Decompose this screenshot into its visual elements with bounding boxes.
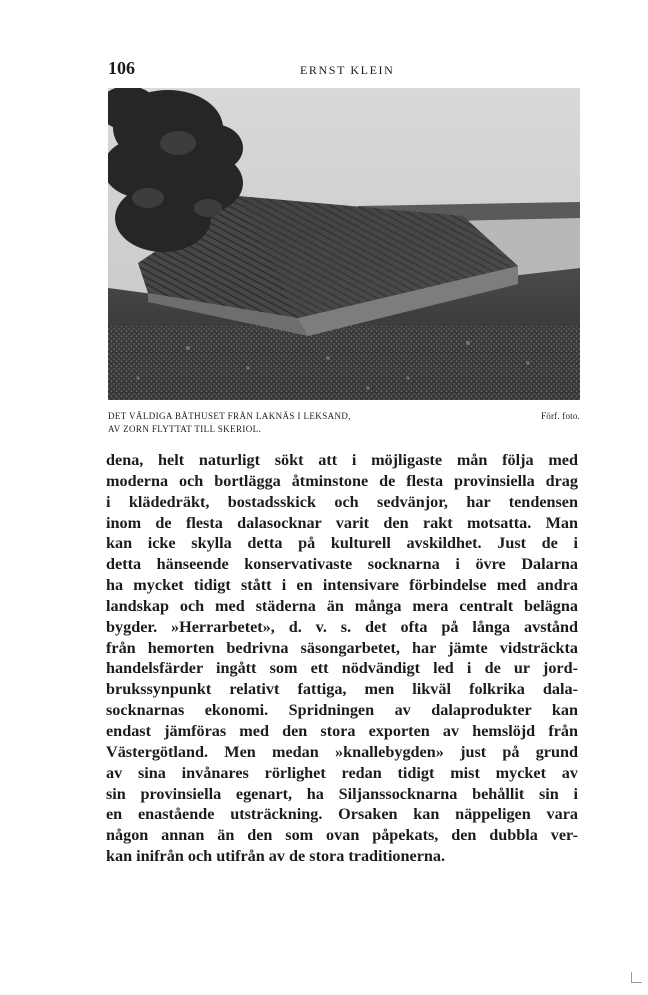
text-line: inom de flesta dalasocknar varit den rakt motsatta. Man xyxy=(106,513,578,532)
caption-line-2: AV ZORN FLYTTAT TILL SKERIOL. xyxy=(108,424,262,434)
text-line: moderna och bortlägga åtminstone de flesta provinsiella drag xyxy=(106,471,578,490)
text-line: bygder. »Herrarbetet», d. v. s. det ofta på långa avstånd xyxy=(106,617,578,636)
text-line: ha mycket tidigt stått i en intensivare förbindelse med andra xyxy=(106,576,578,595)
photo-credit: Förf. foto. xyxy=(541,411,580,421)
text-line: endast jämföras med den stora exporten av hemslöjd från xyxy=(106,721,578,740)
text-line: brukssynpunkt relativt fattiga, men likväl folkrika dala- xyxy=(106,680,578,699)
photo-illustration xyxy=(108,88,580,400)
body-text xyxy=(106,450,578,867)
photograph-boathouse xyxy=(108,88,580,400)
caption-line-1: DET VÄLDIGA BÅTHUSET FRÅN LAKNÄS I LEKSAND, xyxy=(108,411,351,421)
text-line: kan inifrån och utifrån av de stora traditionerna. xyxy=(106,847,446,866)
text-line: sin provinsiella egenart, ha Siljanssocknarna behållit sin i xyxy=(106,784,578,803)
text-line: detta hänseende konservativaste socknarna i övre Dalarna xyxy=(106,555,578,574)
text-line: landskap och med städerna än många mera centralt belägna xyxy=(106,596,578,615)
text-line: någon annan än den som ovan påpekats, den dubbla ver- xyxy=(106,826,578,845)
text-line: i klädedräkt, bostadsskick och sedvänjor, har tendensen xyxy=(106,492,578,511)
text-line: kan icke skylla detta på kulturell avskildhet. Just de i xyxy=(106,534,578,553)
page-header xyxy=(0,58,648,82)
text-line: en enastående utsträckning. Orsaken kan näppeligen vara xyxy=(106,805,578,824)
figure-caption xyxy=(108,410,580,436)
text-line: socknarnas ekonomi. Spridningen av dalaprodukter kan xyxy=(106,701,578,720)
text-line: dena, helt naturligt sökt att i möjligaste mån följa med xyxy=(106,451,578,469)
text-line: av sina invånares rörlighet redan tidigt mist mycket av xyxy=(106,763,578,782)
page-number: 106 xyxy=(108,58,135,78)
scan-corner-mark xyxy=(631,972,642,983)
text-line: handelsfärder ingått som ett nödvändigt led i de ur jord- xyxy=(106,659,578,678)
text-line: Västergötland. Men medan »knallebygden» just på grund xyxy=(106,742,578,761)
text-line: från hemorten bedrivna säsongarbetet, har jämte vidsträckta xyxy=(106,638,578,657)
running-head: ERNST KLEIN xyxy=(300,63,395,77)
